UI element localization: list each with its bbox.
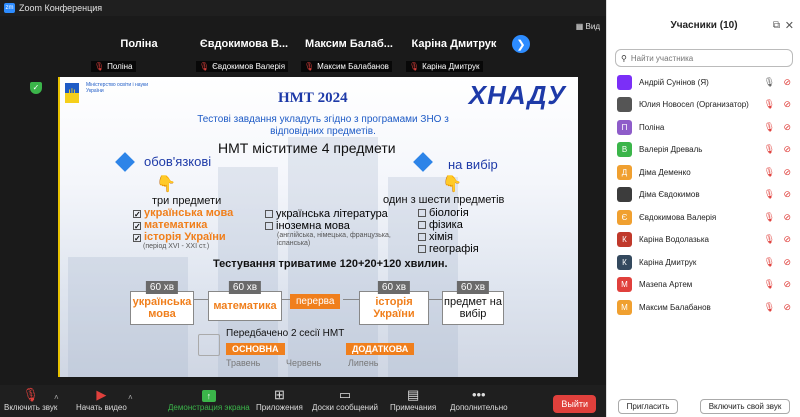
month-label: Червень (286, 358, 322, 368)
tile-name: Каріна Дмитрук (411, 38, 497, 50)
sessions-title: Передбачено 2 сесії НМТ (226, 328, 345, 339)
languages-note: (англійська, німецька, французька, іспанська) (277, 232, 391, 247)
panel-footer (607, 395, 800, 417)
participant-name: Юлия Новосел (Организатор) (639, 100, 749, 110)
block-label: історія України (359, 291, 429, 325)
list-item (133, 219, 233, 231)
video-tile[interactable] (88, 30, 190, 74)
mic-muted-icon: 🎙 (304, 62, 315, 71)
apps-button[interactable] (256, 388, 303, 412)
university-logo: ХНАДУ (468, 80, 566, 110)
period-note: (період XVI - XXI ст.) (143, 243, 210, 250)
audio-label: Включить звук (4, 403, 58, 412)
item-label: іноземна мова (276, 220, 350, 232)
grid-icon: ▦ (575, 22, 586, 31)
whiteboards-label: Доски сообщений (312, 403, 379, 412)
video-label: Начать видео (76, 403, 127, 412)
participant-name: Мазепа Артем (639, 280, 693, 290)
month-label: Травень (226, 358, 261, 368)
connector-line (343, 299, 359, 300)
duration-label: Тестування триватиме 120+20+120 хвилин. (213, 258, 448, 270)
participant-row[interactable] (607, 184, 800, 207)
participant-name: Валерія Древаль (639, 145, 703, 155)
extra-session-badge: ДОДАТКОВА (346, 343, 414, 355)
chevron-up-icon[interactable]: ˄ (128, 393, 133, 402)
search-icon: ⚲ (621, 53, 627, 63)
video-tile[interactable] (298, 30, 400, 74)
pointing-hand-icon: 👇 (156, 176, 176, 193)
camera-off-icon: ⊘ (783, 256, 791, 267)
checked-box-icon: ✓ (134, 210, 141, 219)
empty-box-icon (418, 245, 426, 253)
mic-muted-icon: 🎙 (763, 166, 775, 177)
optional-label: на вибір (448, 157, 498, 172)
main-session-badge: ОСНОВНА (226, 343, 285, 355)
tile-name: Євдокимова В... (199, 38, 289, 50)
participant-row[interactable] (607, 116, 800, 139)
participant-row[interactable] (607, 71, 800, 94)
camera-off-icon: ⊘ (783, 189, 791, 200)
notes-icon: ▤ (406, 387, 420, 402)
one-of-six-label: один з шести предметів (383, 194, 505, 206)
avatar (617, 97, 632, 112)
connector-line (192, 299, 208, 300)
slide-title: НМТ 2024 (278, 90, 348, 106)
zoom-logo-icon: zm (5, 5, 14, 11)
item-label: математика (144, 219, 208, 231)
checked-box-icon: ✓ (134, 222, 141, 231)
time-badge: 60 хв (146, 281, 178, 294)
participant-name: Каріна Дмитрук (639, 257, 697, 267)
camera-off-icon: ⊘ (783, 234, 791, 245)
apps-icon: ⊞ (273, 387, 285, 402)
video-tile[interactable] (193, 30, 295, 74)
three-subjects-label: три предмети (152, 195, 222, 207)
camera-off-icon: ⊘ (783, 121, 791, 132)
participant-name: Максим Балабанов (639, 302, 711, 312)
item-label: українська мова (144, 207, 234, 219)
block-label: українська мова (130, 291, 194, 325)
mic-muted-icon: 🎙 (763, 121, 775, 132)
avatar: М (617, 277, 632, 292)
avatar: К (617, 232, 632, 247)
tile-label (301, 61, 392, 72)
item-label: географія (429, 243, 479, 255)
avatar: П (617, 120, 632, 135)
avatar: М (617, 300, 632, 315)
checked-box-icon: ✓ (134, 234, 141, 243)
list-item (418, 207, 479, 219)
time-badge: 60 хв (378, 281, 410, 294)
empty-box-icon (418, 233, 426, 241)
participant-row[interactable] (607, 274, 800, 297)
block-label: предмет на вибір (442, 291, 504, 325)
six-subjects-list (418, 207, 479, 255)
empty-box-icon (265, 210, 273, 218)
camera-off-icon: ⊘ (783, 301, 791, 312)
video-strip (0, 16, 606, 76)
list-item (265, 208, 395, 220)
mandatory-label: обов'язкові (144, 154, 212, 169)
title-bar (0, 0, 606, 16)
list-item (418, 219, 479, 231)
participant-name: Андрій Сунінов (Я) (639, 77, 709, 87)
mic-muted-icon: 🎙 (763, 256, 775, 267)
search-field[interactable] (615, 49, 793, 67)
next-page-button[interactable] (512, 35, 530, 53)
camera-off-icon: ⊘ (783, 279, 791, 290)
mic-muted-icon: 🎙 (763, 211, 775, 222)
shared-screen (58, 77, 578, 377)
participants-panel (606, 0, 800, 417)
item-label: біологія (429, 207, 469, 219)
video-button[interactable] (76, 388, 127, 412)
video-tile[interactable] (403, 30, 505, 74)
mic-muted-icon: 🎙 (763, 144, 775, 155)
ukraine-coat-of-arms-icon: ψ (65, 83, 79, 103)
chevron-up-icon[interactable]: ˄ (54, 393, 59, 402)
calendar-icon (198, 334, 220, 356)
mic-muted-icon: 🎙 (199, 62, 210, 71)
sessions-info (198, 328, 408, 370)
close-icon[interactable]: ✕ (784, 20, 794, 32)
apps-label: Приложения (256, 403, 303, 412)
avatar: Д (617, 165, 632, 180)
mic-muted-icon: 🎙 (763, 279, 775, 290)
participant-name: Діма Деменко (639, 167, 691, 177)
participant-row[interactable] (607, 94, 800, 117)
tile-name: Максим Балаб... (305, 38, 393, 50)
tile-label (91, 61, 136, 72)
participant-row[interactable] (607, 296, 800, 319)
avatar: Є (617, 210, 632, 225)
empty-box-icon (418, 221, 426, 229)
item-label: хімія (429, 231, 453, 243)
mic-muted-icon: 🎙 (94, 62, 105, 71)
mic-muted-icon: 🎙 (22, 387, 39, 402)
list-item (265, 220, 395, 232)
time-badge: 60 хв (229, 281, 261, 294)
unmute-self-button[interactable]: Включить свой звук (700, 399, 791, 414)
ministry-label: Міністерство освіти і науки України (86, 82, 148, 94)
pointing-hand-icon: 👇 (442, 176, 462, 193)
tile-label-text: Максим Балабанов (317, 62, 389, 71)
share-screen-icon: ↑ (202, 390, 216, 402)
encryption-shield-icon[interactable]: ✓ (30, 82, 42, 94)
item-label: українська література (276, 208, 388, 220)
camera-off-icon: ⊘ (783, 166, 791, 177)
item-label: історія України (144, 231, 226, 243)
camera-off-icon: ▶ (96, 387, 107, 402)
slide-subtitle: Тестові завдання укладуть згідно з програмами ЗНО з відповідних предметів. (197, 114, 449, 137)
participant-name: Діма Євдокимов (639, 190, 700, 200)
month-label: Липень (348, 358, 379, 368)
chevron-right-icon: ❯ (516, 38, 526, 51)
camera-off-icon: ⊘ (783, 76, 791, 87)
avatar (617, 75, 632, 90)
more-label: Дополнительно (450, 403, 508, 412)
mic-muted-icon: 🎙 (763, 189, 775, 200)
share-label: Демонстрация экрана (168, 403, 250, 412)
view-button[interactable] (576, 22, 600, 31)
time-badge: 60 хв (457, 281, 489, 294)
avatar: В (617, 142, 632, 157)
tile-label (406, 61, 483, 72)
participant-row[interactable] (607, 139, 800, 162)
whiteboard-icon: ▭ (338, 387, 352, 402)
leave-button[interactable]: Выйти (553, 395, 596, 413)
participant-row[interactable] (607, 161, 800, 184)
participant-row[interactable] (607, 206, 800, 229)
connector-line (428, 299, 442, 300)
item-label: фізика (429, 219, 463, 231)
empty-box-icon (265, 222, 273, 230)
optional-list (265, 208, 395, 248)
share-screen-button[interactable] (168, 388, 250, 412)
participants-list (607, 71, 800, 319)
mic-icon: 🎙 (763, 76, 775, 87)
avatar (617, 187, 632, 202)
tile-name: Поліна (120, 38, 158, 50)
mandatory-list (133, 207, 233, 250)
notes-label: Примечания (390, 403, 437, 412)
subjects-count: НМТ міститиме 4 предмети (218, 140, 396, 156)
camera-off-icon: ⊘ (783, 144, 791, 155)
window-title: Zoom Конференция (19, 3, 103, 13)
list-item (133, 231, 233, 243)
participant-row[interactable] (607, 251, 800, 274)
tile-label-text: Поліна (107, 62, 133, 71)
block-label: математика (208, 291, 282, 321)
participant-row[interactable] (607, 229, 800, 252)
empty-box-icon (418, 209, 426, 217)
participant-name: Поліна (639, 122, 665, 132)
mic-muted-icon: 🎙 (763, 234, 775, 245)
participant-name: Євдокимова Валерія (639, 212, 717, 222)
audio-button[interactable] (4, 388, 57, 412)
invite-button[interactable]: Пригласить (618, 399, 679, 414)
avatar: К (617, 255, 632, 270)
whiteboards-button[interactable] (312, 388, 378, 412)
tile-label-text: Євдокимов Валерія (212, 62, 286, 71)
break-label: перерва (290, 294, 340, 309)
camera-off-icon: ⊘ (783, 99, 791, 110)
list-item (418, 243, 479, 255)
view-label: Вид (585, 22, 600, 31)
panel-title: Учасники (10) (670, 20, 738, 31)
tile-label-text: Каріна Дмитрук (422, 62, 480, 71)
mic-muted-icon: 🎙 (763, 99, 775, 110)
more-button[interactable] (450, 388, 508, 412)
camera-off-icon: ⊘ (783, 211, 791, 222)
meeting-toolbar (0, 385, 606, 417)
tile-label (196, 61, 288, 72)
more-dots-icon: ••• (471, 387, 486, 402)
mic-muted-icon: 🎙 (763, 301, 775, 312)
search-input[interactable] (631, 54, 781, 63)
list-item (133, 207, 233, 219)
notes-button[interactable] (390, 388, 436, 412)
slide-stripe (58, 77, 60, 377)
list-item (418, 231, 479, 243)
participant-name: Каріна Водолазька (639, 235, 709, 245)
mic-muted-icon: 🎙 (409, 62, 420, 71)
popout-icon[interactable]: ⧉ (772, 20, 780, 31)
